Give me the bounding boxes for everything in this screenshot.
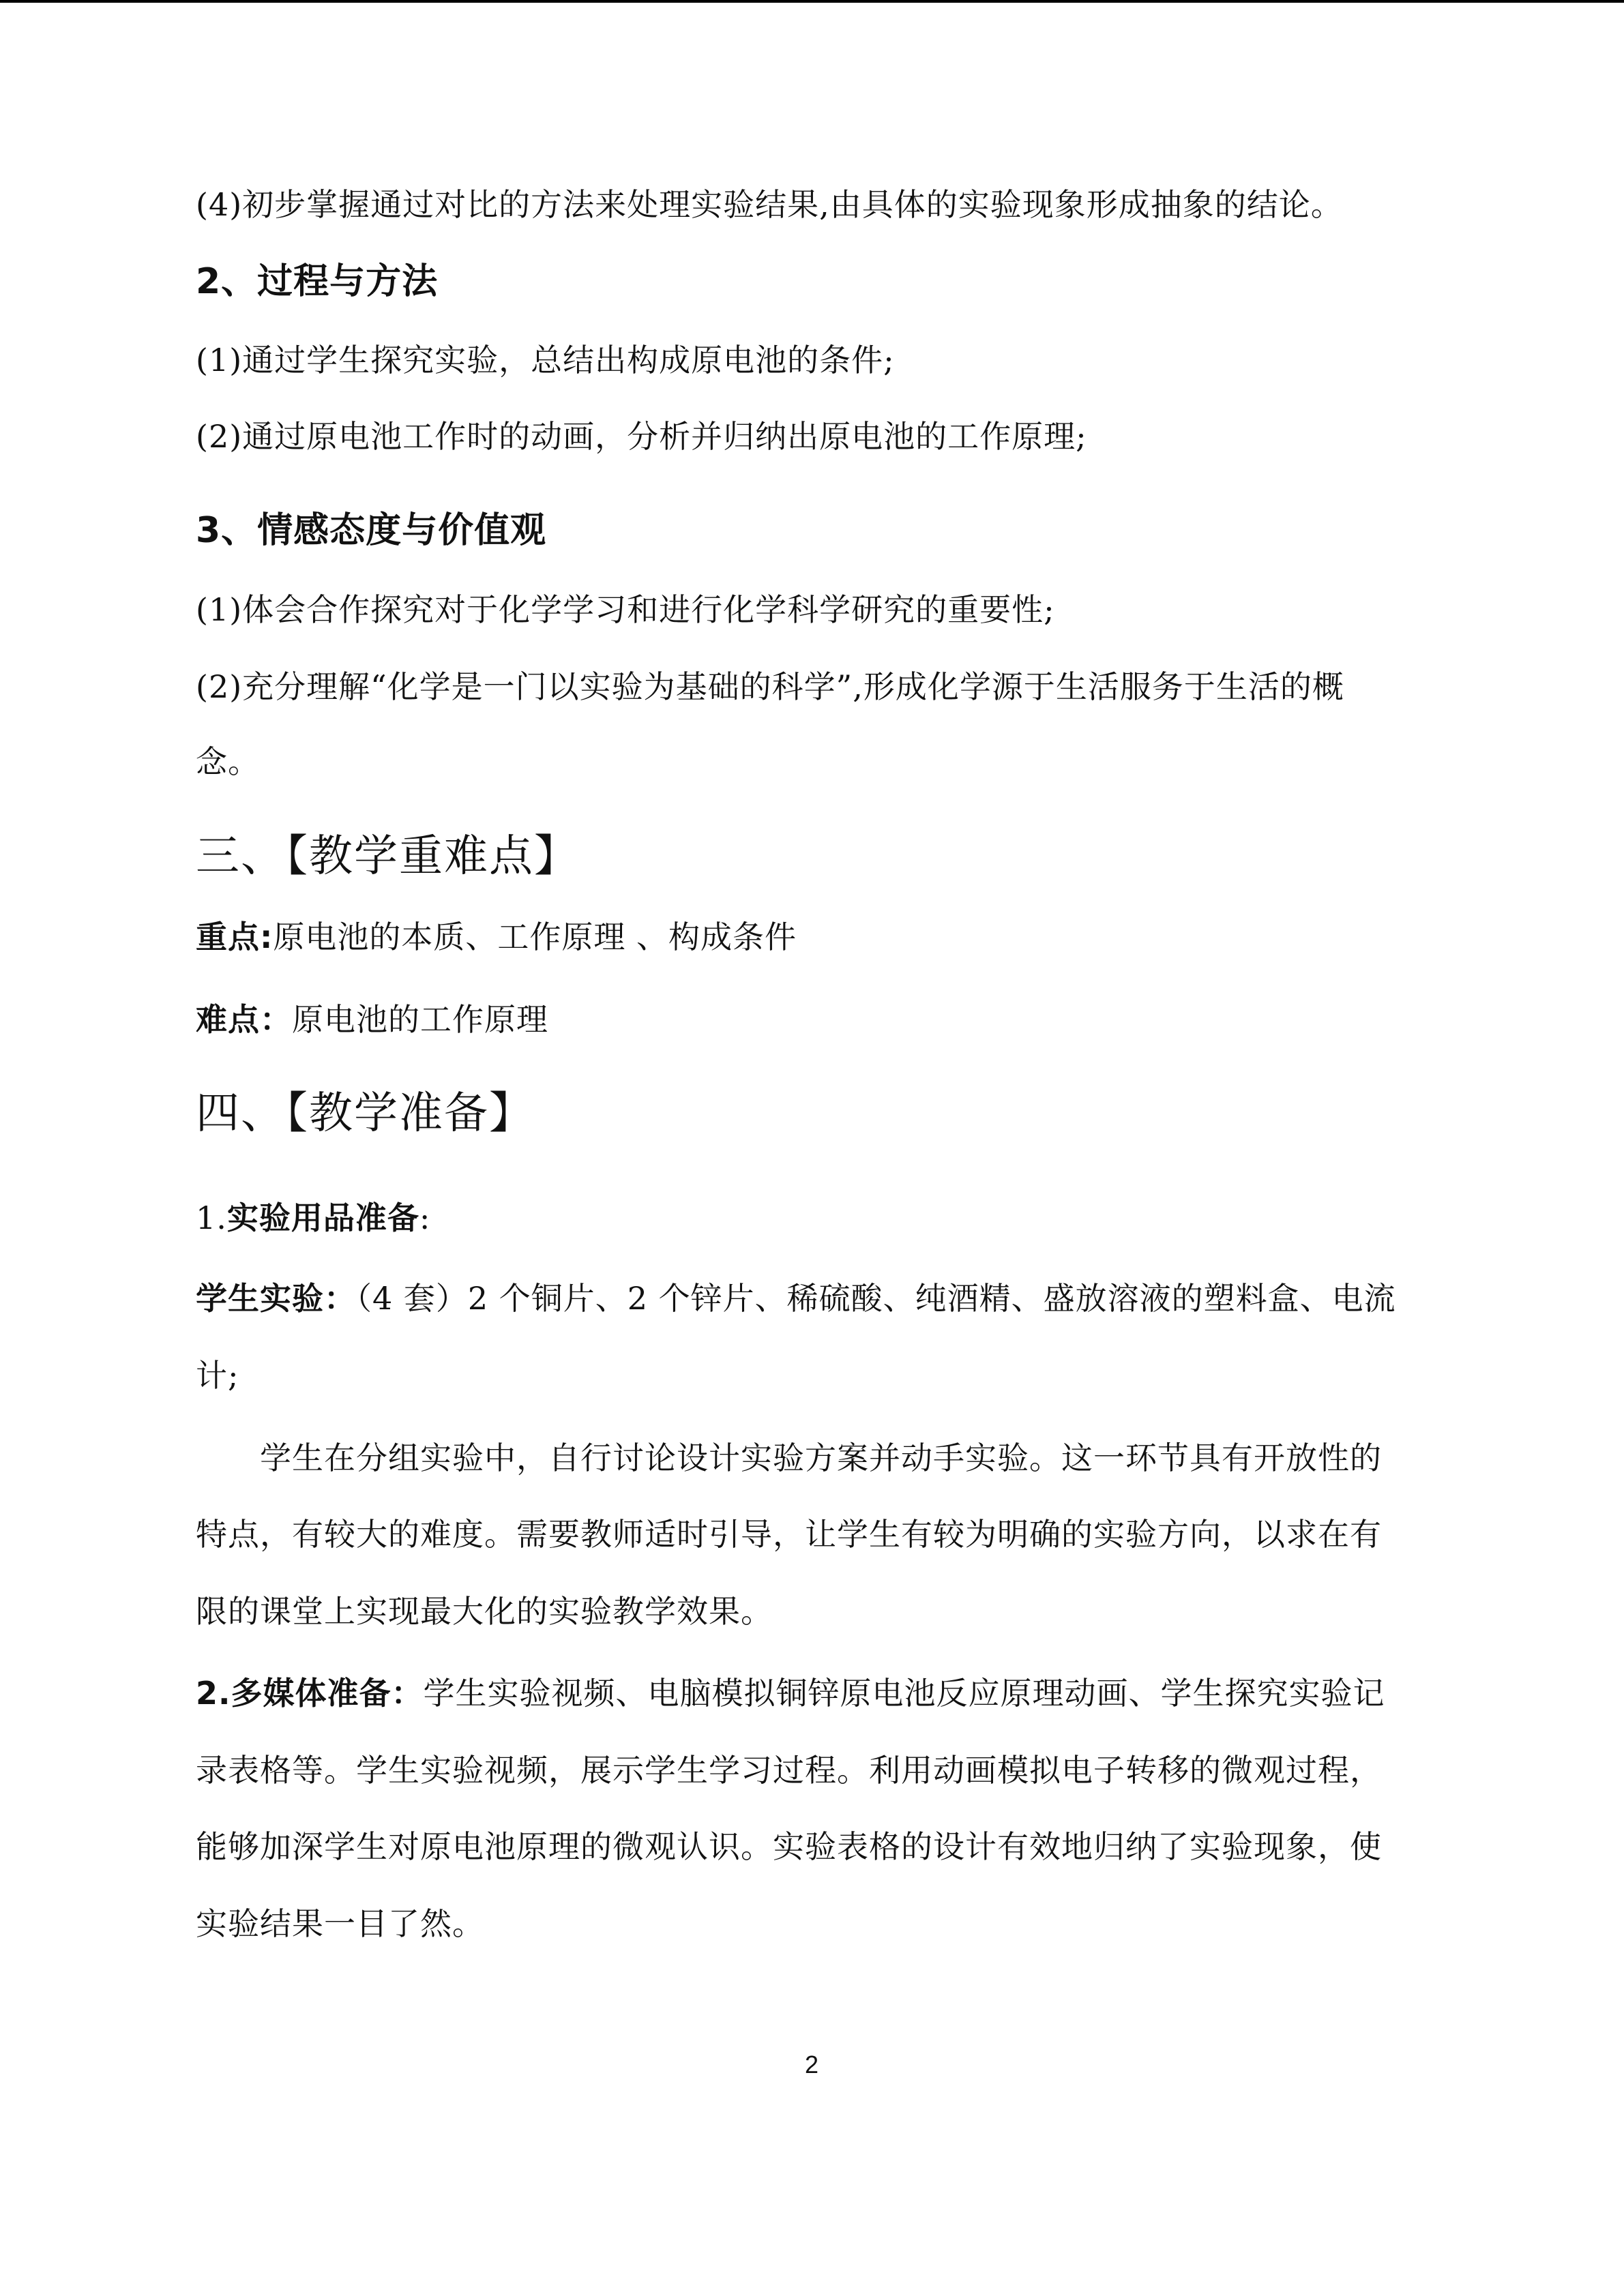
difficult-point-label: 难点： <box>196 1001 292 1038</box>
multimedia-line <box>196 1673 1385 1714</box>
process-item-2: (2)通过原电池工作时的动画，分析并归纳出原电池的工作原理; <box>196 418 1087 455</box>
key-point-text: 原电池的本质、工作原理 、构成条件 <box>273 919 797 955</box>
difficult-point-text: 原电池的工作原理 <box>292 1001 548 1038</box>
multimedia-line-4: 实验结果一目了然。 <box>196 1905 484 1942</box>
section-heading-process-method: 2、过程与方法 <box>196 261 439 302</box>
multimedia-line-3: 能够加深学生对原电池原理的微观认识。实验表格的设计有效地归纳了实验现象，使 <box>196 1828 1382 1865</box>
paragraph-line-2: 特点，有较大的难度。需要教师适时引导，让学生有较为明确的实验方向，以求在有 <box>196 1516 1382 1553</box>
key-point-line <box>196 916 797 957</box>
section-heading-emotion-values: 3、情感态度与价值观 <box>196 510 547 551</box>
prep-item-1-number: 1. <box>196 1199 227 1236</box>
page-number: 2 <box>804 2051 819 2078</box>
heading-teaching-preparation: 四、【教学准备】 <box>196 1088 534 1139</box>
prep-item-1-colon: : <box>419 1199 431 1236</box>
key-point-label: 重点: <box>196 919 274 955</box>
prep-item-1 <box>196 1197 430 1238</box>
objective-4: (4)初步掌握通过对比的方法来处理实验结果,由具体的实验现象形成抽象的结论。 <box>196 186 1343 223</box>
emotion-item-2: (2)充分理解“化学是一门以实验为基础的科学”,形成化学源于生活服务于生活的概 <box>196 668 1344 705</box>
emotion-item-2-continued: 念。 <box>196 743 260 780</box>
student-experiment-continued: 计; <box>196 1357 239 1394</box>
paragraph-line-1: 学生在分组实验中，自行讨论设计实验方案并动手实验。这一环节具有开放性的 <box>260 1440 1382 1476</box>
multimedia-label: 2.多媒体准备： <box>196 1675 424 1712</box>
paragraph-line-3: 限的课堂上实现最大化的实验教学效果。 <box>196 1593 773 1630</box>
process-item-1: (1)通过学生探究实验，总结出构成原电池的条件; <box>196 342 895 378</box>
difficult-point-line <box>196 999 548 1040</box>
multimedia-text: 学生实验视频、电脑模拟铜锌原电池反应原理动画、学生探究实验记 <box>423 1675 1385 1712</box>
heading-key-difficult-points: 三、【教学重难点】 <box>196 831 579 882</box>
prep-item-1-label: 实验用品准备 <box>226 1199 419 1236</box>
student-experiment-line <box>196 1278 1396 1319</box>
student-experiment-label: 学生实验： <box>196 1280 356 1317</box>
emotion-item-1: (1)体会合作探究对于化学学习和进行化学科学研究的重要性; <box>196 591 1055 628</box>
multimedia-line-2: 录表格等。学生实验视频，展示学生学习过程。利用动画模拟电子转移的微观过程， <box>196 1752 1382 1789</box>
student-experiment-text: （4 套）2 个铜片、2 个锌片、稀硫酸、纯酒精、盛放溶液的塑料盒、电流 <box>356 1280 1396 1317</box>
